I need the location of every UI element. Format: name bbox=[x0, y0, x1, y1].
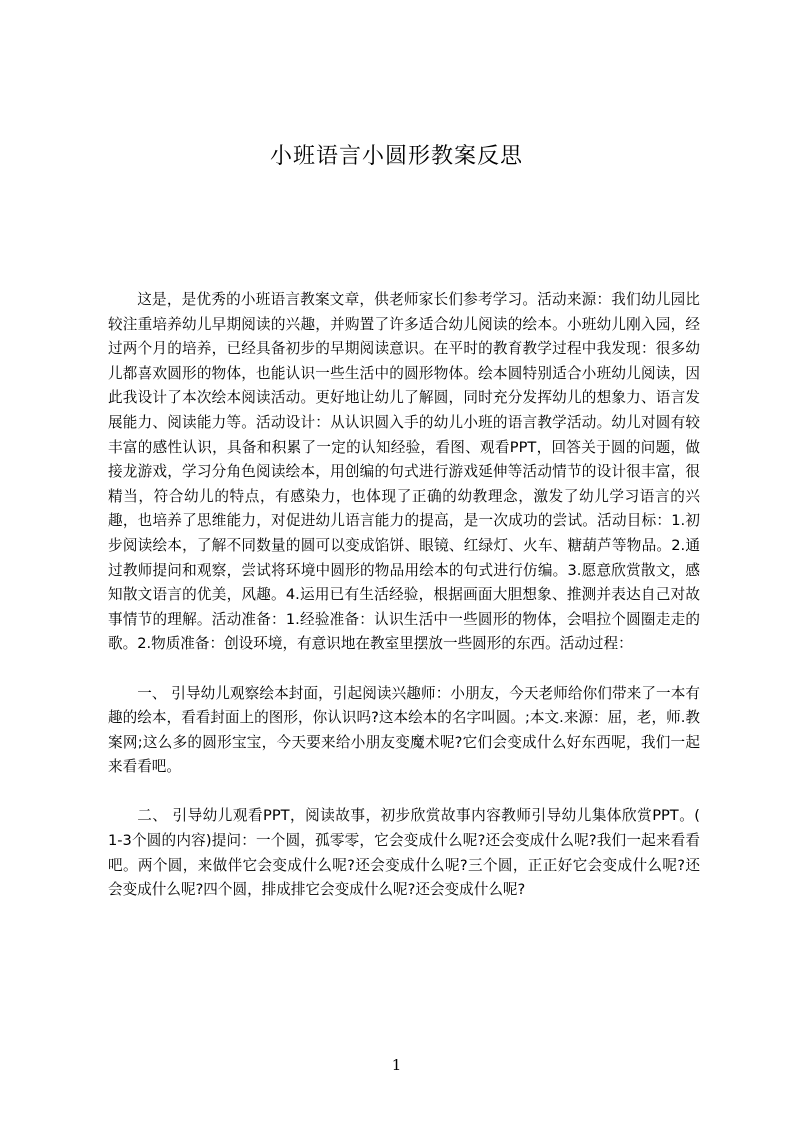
page-title: 小班语言小圆形教案反思 bbox=[269, 144, 523, 169]
paragraph-intro: 这是，是优秀的小班语言教案文章，供老师家长们参考学习。活动来源：我们幼儿园比较注重培养幼儿早期阅读的兴趣，并购置了许多适合幼儿阅读的绘本。小班幼儿刚入园，经过两个月的培养，已经具备初步的早期阅读意识。在平时的教育教学过程中我发现：很多幼儿都喜欢圆形的物体，也能认识一些生活中的圆形物体。绘本圆特别适合小班幼儿阅读，因此我设计了本次绘本阅读活动。更好地让幼儿了解圆，同时充分发挥幼儿的想象力、语言发展能力、阅读能力等。活动设计：从认识圆入手的幼儿小班的语言教学活动。幼儿对圆有较丰富的感性认识，具备和积累了一定的认知经验，看图、观看PPT，回答关于圆的问题，做接龙游戏，学习分角色阅读绘本，用创编的句式进行游戏延伸等活动情节的设计很丰富，很精当，符合幼儿的特点，有感染力，也体现了正确的幼教理念，激发了幼儿学习语言的兴趣，也培养了思维能力，对促进幼儿语言能力的提高，是一次成功的尝试。活动目标：1.初步阅读绘本，了解不同数量的圆可以变成馅饼、眼镜、红绿灯、火车、糖葫芦等物品。2.通过教师提问和观察，尝试将环境中圆形的物品用绘本的句式进行仿编。3.愿意欣赏散文，感知散文语言的优美，风趣。4.运用已有生活经验，根据画面大胆想象、推测并表达自己对故事情节的理解。活动准备：1.经验准备：认识生活中一些圆形的物体，会唱拉个圆圈走走的歌。2.物质准备：创设环境，有意识地在教室里摆放一些圆形的东西。活动过程： bbox=[108, 291, 700, 653]
document-body bbox=[108, 288, 700, 903]
paragraph-step-one: 一、 引导幼儿观察绘本封面，引起阅读兴趣师：小朋友，今天老师给你们带来了一本有趣的绘本，看看封面上的图形，你认识吗?这本绘本的名字叫圆。;本文.来源：屈，老，师.教案网;这么多的圆形宝宝，今天要来给小朋友变魔术呢?它们会变成什么好东西呢，我们一起来看看吧。 bbox=[108, 684, 700, 776]
page-number: 1 bbox=[391, 1056, 402, 1074]
paragraph-step-two: 二、 引导幼儿观看PPT，阅读故事，初步欣赏故事内容教师引导幼儿集体欣赏PPT。( 1-3个圆的内容)提问：一个圆，孤零零，它会变成什么呢?还会变成什么呢?我们一起来看看吧。两个圆，来做伴它会变成什么呢?还会变成什么呢?三个圆，正正好它会变成什么呢?还会变成什么呢?四个圆，排成排它会变成什么呢?还会变成什么呢? bbox=[108, 807, 700, 899]
